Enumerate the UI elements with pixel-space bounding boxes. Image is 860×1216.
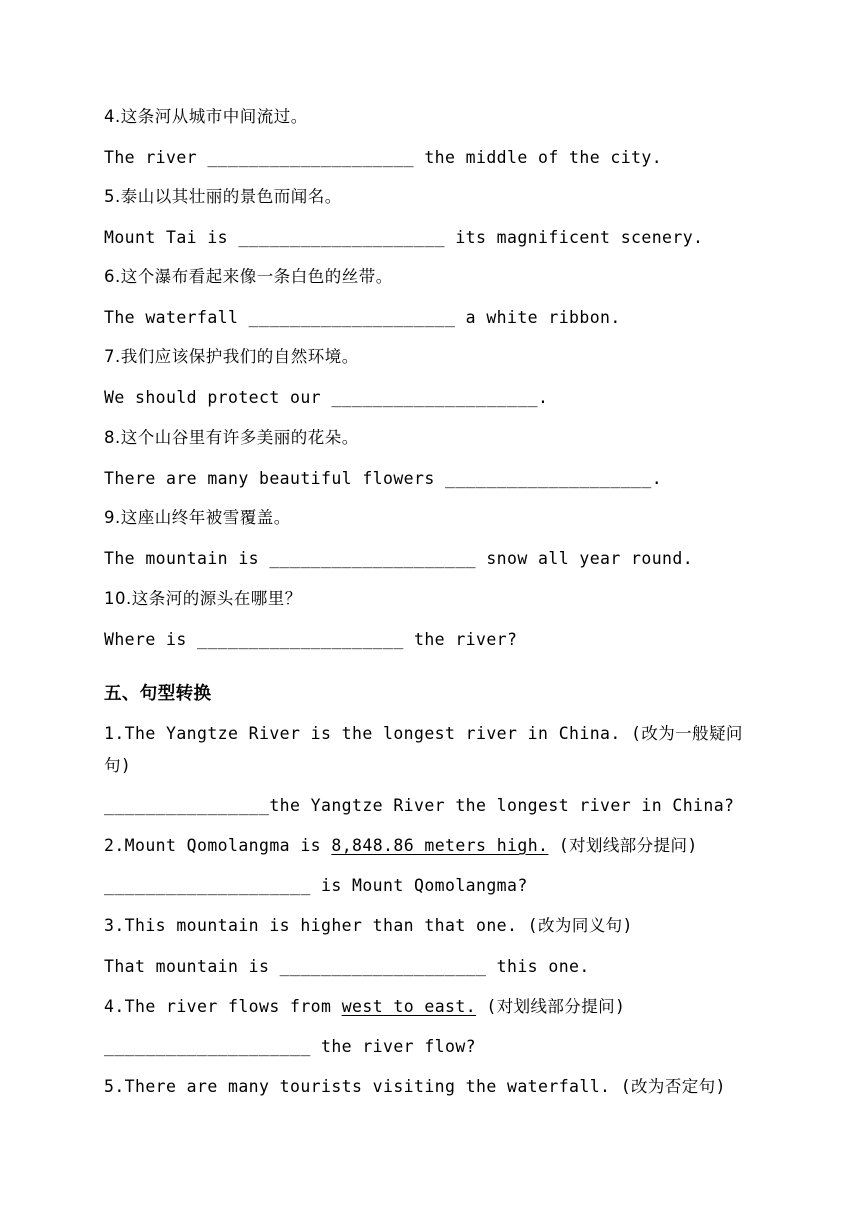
transform-q1-answer: ________________the Yangtze River the longest river in China? (104, 796, 735, 815)
transform-q4-underlined: west to east. (341, 997, 477, 1016)
transform-q2 (104, 834, 698, 858)
question-6-english: The waterfall ____________________ a white ribbon. (104, 308, 621, 327)
transform-q4-suffix: (对划线部分提问) (476, 997, 626, 1016)
transform-q2-answer: ____________________ is Mount Qomolangma? (104, 876, 528, 895)
transform-q1-line1: 1.The Yangtze River is the longest river in China. (改为一般疑问 (104, 724, 743, 743)
transform-q3-answer: That mountain is ____________________ this one. (104, 957, 590, 976)
question-10-chinese: 10.这条河的源头在哪里？ (104, 589, 302, 608)
question-9-chinese: 9.这座山终年被雪覆盖。 (104, 508, 291, 527)
question-4-chinese: 4.这条河从城市中间流过。 (104, 107, 308, 126)
transform-q2-prefix: 2.Mount Qomolangma is (104, 836, 332, 855)
question-7-chinese: 7.我们应该保护我们的自然环境。 (104, 347, 359, 366)
transform-q1-line2: 句) (104, 756, 132, 775)
question-10-english: Where is ____________________ the river? (104, 630, 518, 649)
transform-q3: 3.This mountain is higher than that one. (改为同义句) (104, 916, 633, 935)
question-7-english: We should protect our ____________________. (104, 388, 549, 407)
question-5-chinese: 5.泰山以其壮丽的景色而闻名。 (104, 187, 342, 206)
question-4-english: The river ____________________ the middle of the city. (104, 148, 663, 167)
transform-q4 (104, 995, 625, 1019)
question-6-chinese: 6.这个瀑布看起来像一条白色的丝带。 (104, 267, 393, 286)
transform-q4-answer: ____________________ the river flow? (104, 1037, 477, 1056)
transform-q5: 5.There are many tourists visiting the waterfall. (改为否定句) (104, 1077, 726, 1096)
question-5-english: Mount Tai is ____________________ its magnificent scenery. (104, 228, 704, 247)
transform-q2-underlined: 8,848.86 meters high. (331, 836, 549, 855)
transform-q4-prefix: 4.The river flows from (104, 997, 342, 1016)
question-8-chinese: 8.这个山谷里有许多美丽的花朵。 (104, 428, 359, 447)
section-heading: 五、句型转换 (104, 684, 212, 704)
transform-q2-suffix: (对划线部分提问) (548, 836, 698, 855)
question-8-english: There are many beautiful flowers ____________________. (104, 469, 663, 488)
question-9-english: The mountain is ____________________ snow all year round. (104, 549, 694, 568)
